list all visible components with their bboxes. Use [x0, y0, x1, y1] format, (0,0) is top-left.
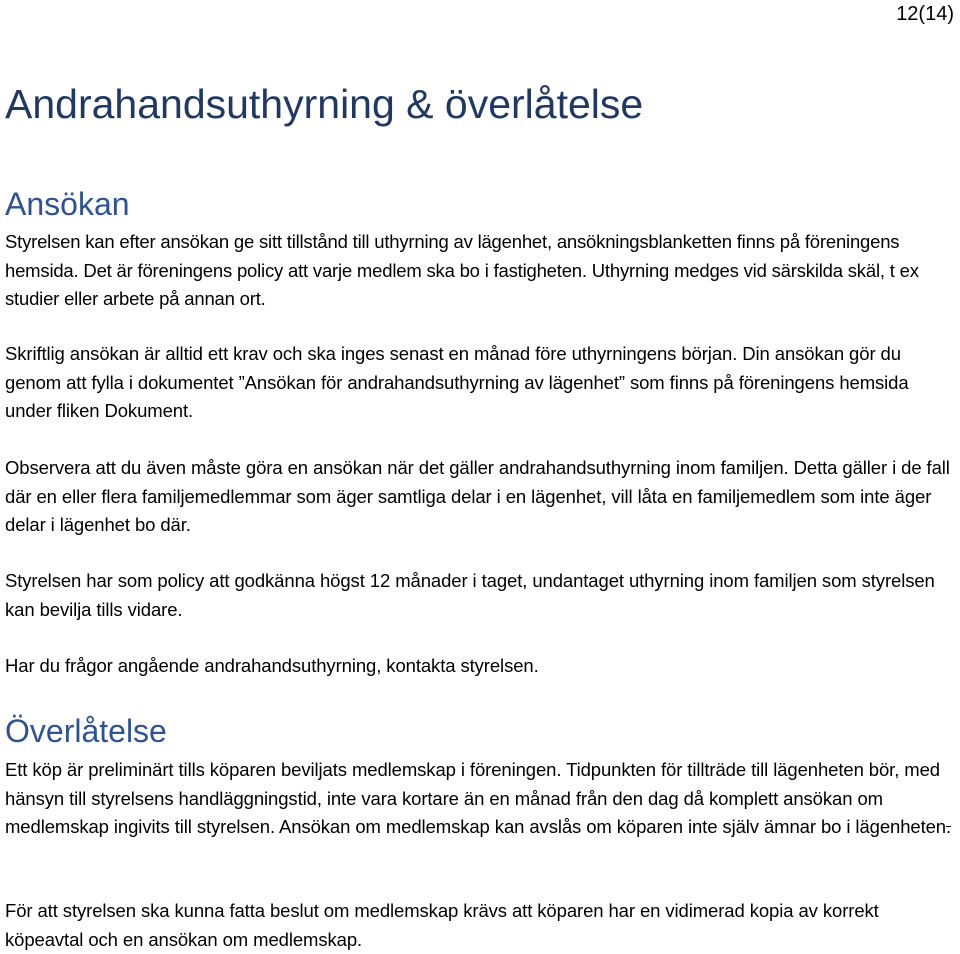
paragraph-overlatelse-beslut: För att styrelsen ska kunna fatta beslut om medlemskap krävs att köparen har en vidimerad kopia av korrekt köpeavtal och en ansökan om medlemskap. [5, 900, 879, 950]
page-title: Andrahandsuthyrning & överlåtelse [5, 81, 644, 127]
section-heading-ansokan: Ansökan [5, 186, 130, 222]
paragraph-overlatelse-kop [5, 756, 957, 842]
paragraph-ansokan-skriftlig: Skriftlig ansökan är alltid ett krav och ska inges senast en månad före uthyrningens början. Din ansökan gör du genom att fylla i dokumentet ”Ansökan för andrahandsuthyrning av lägenhet” som finns på föreningens hemsida under fliken Dokument. [5, 343, 909, 421]
paragraph-overlatelse-kop-text: Ett köp är preliminärt tills köparen beviljats medlemskap i föreningen. Tidpunkten för tillträde till lägenheten bör, med hänsyn till styrelsens handläggningstid, inte vara kortare än en månad från den dag då komplett ansökan om medlemskap ingivits till styrelsen. Ansökan om medlemskap kan avslås om köparen inte själv ämnar bo i lägenheten [5, 759, 946, 837]
page-number: 12(14) [896, 3, 954, 25]
paragraph-ansokan-kontakt: Har du frågor angående andrahandsuthyrning, kontakta styrelsen. [5, 655, 539, 676]
section-heading-overlatelse: Överlåtelse [5, 713, 167, 749]
paragraph-ansokan-policy: Styrelsen har som policy att godkänna högst 12 månader i taget, undantaget uthyrning inom familjen som styrelsen kan bevilja tills vidare. [5, 570, 935, 620]
struck-period: . [946, 816, 952, 837]
paragraph-ansokan-familj: Observera att du även måste göra en ansökan när det gäller andrahandsuthyrning inom familjen. Detta gäller i de fall där en eller flera familjemedlemmar som äger samtliga delar i en lägenhet, vill låta en familjemedlem som inte äger delar i lägenhet bo där. [5, 457, 950, 535]
paragraph-ansokan-intro: Styrelsen kan efter ansökan ge sitt tillstånd till uthyrning av lägenhet, ansökningsblanketten finns på föreningens hemsida. Det är föreningens policy att varje medlem ska bo i fastigheten. Uthyrning medges vid särskilda skäl, t ex studier eller arbete på annan ort. [5, 231, 919, 309]
